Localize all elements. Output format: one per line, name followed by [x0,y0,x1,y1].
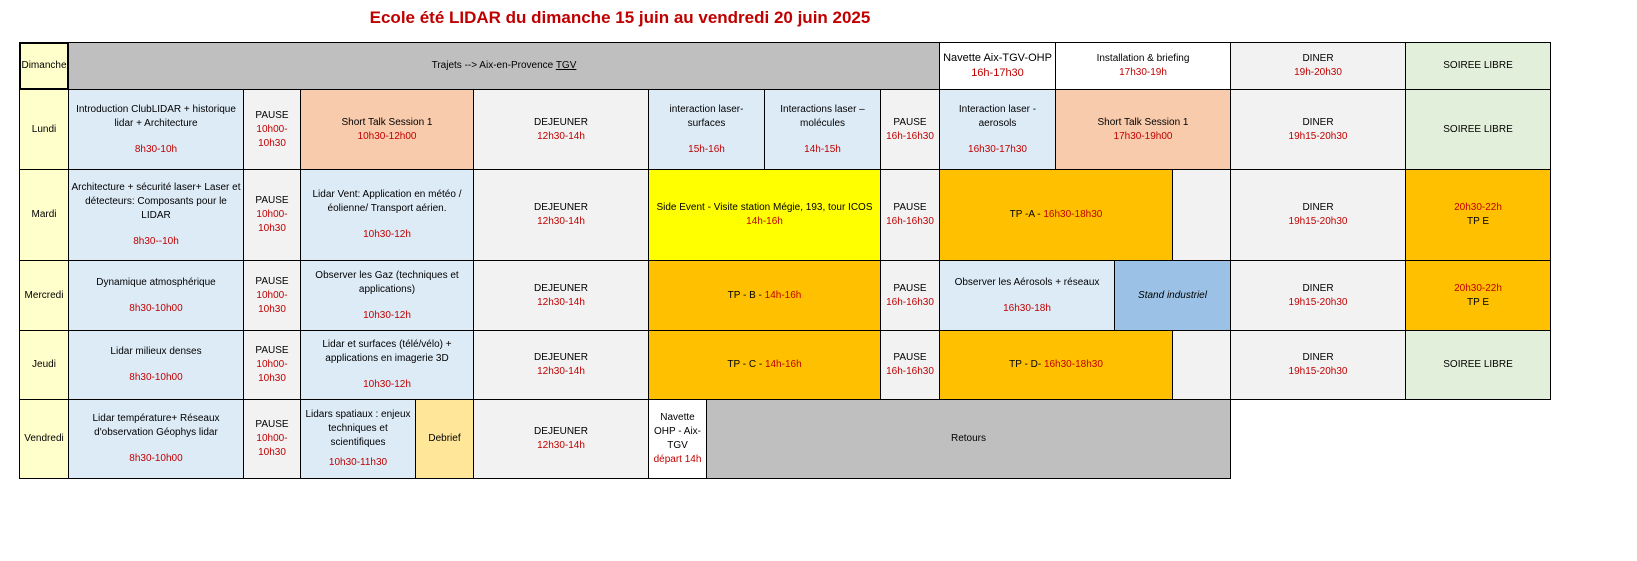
mercredi-pause [243,260,301,331]
dimanche-installation [1055,42,1231,90]
mercredi-evening-tp-e [1405,260,1551,331]
tp-time: 14h-16h [764,289,802,301]
pause-time-end: 10h30 [258,373,286,384]
stand-label: Stand industriel [1138,289,1207,301]
tp-label: TP - D- [1009,359,1044,370]
pause-time: 16h-16h30 [886,366,934,377]
dynamique-label: Dynamique atmosphérique [96,276,216,288]
diner-label: DINER [1302,282,1334,294]
evening-time: 20h30-22h [1454,282,1502,294]
pause-time-end: 10h30 [258,223,286,234]
surfaces-line-2: applications en imagerie 3D [325,353,449,364]
dejeuner-label: DEJEUNER [534,352,588,363]
retours-label: Retours [950,433,986,444]
milieux-label: Lidar milieux denses [110,346,202,357]
navette-line-2: OHP - Aix- [653,426,702,437]
short-talk-label: Short Talk Session 1 [1097,116,1189,128]
pause-time-end: 10h30 [258,303,286,315]
day-mardi [19,169,69,261]
spatiaux-line-2: techniques et [328,423,388,434]
pause-label: PAUSE [255,109,289,121]
lundi-interaction-molecules [764,89,881,170]
page-title: Ecole été LIDAR du dimanche 15 juin au vendredi 20 juin 2025 [369,8,871,27]
lundi-interaction-aerosols [939,89,1056,170]
tp-label: TP - C - [727,359,765,370]
dimanche-trajets [68,42,940,90]
side-event-label: Side Event - Visite station Mégie, 193, tour ICOS [656,202,873,213]
short-talk-time: 17h30-19h00 [1113,130,1173,142]
interaction-surfaces-label: interaction laser-surfaces [669,103,744,129]
dejeuner-label: DEJEUNER [534,426,588,437]
mercredi-dynamique [68,260,244,331]
mardi-architecture [68,169,244,261]
lundi-interaction-surfaces [648,89,765,170]
dimanche-soiree [1405,42,1551,90]
pause-time-end: 10h30 [258,137,286,149]
temperature-time: 8h30-10h00 [129,453,183,464]
lundi-diner [1230,89,1406,170]
jeudi-pause-2 [880,330,940,400]
vendredi-lidars-spatiaux [300,399,416,479]
mercredi-tp-b [648,260,881,331]
soiree-label: SOIREE LIBRE [1443,359,1513,370]
gaz-line-1: Observer les Gaz (techniques et [315,269,459,281]
diner-label: DINER [1302,116,1334,128]
surfaces-line-1: Lidar et surfaces (télé/vélo) + [322,339,452,350]
day-label: Mardi [31,209,57,220]
soiree-label: SOIREE LIBRE [1443,60,1513,71]
vendredi-pause [243,399,301,479]
mardi-pause-2 [880,169,940,261]
vendredi-dejeuner [473,399,649,479]
pause-time-end: 10h30 [258,447,286,458]
pause-label: PAUSE [255,195,289,206]
mardi-diner [1230,169,1406,261]
day-label: Lundi [31,123,57,135]
jeudi-dejeuner [473,330,649,400]
short-talk-label: Short Talk Session 1 [341,116,433,128]
dejeuner-label: DEJEUNER [534,116,588,128]
diner-label: DINER [1302,202,1334,213]
lundi-pause-2 [880,89,940,170]
short-talk-time: 10h30-12h00 [357,130,417,142]
diner-label: DINER [1302,53,1334,64]
spatiaux-line-1: Lidars spatiaux : enjeux [305,409,411,420]
intro-line-1: Introduction ClubLIDAR + historique [76,103,236,115]
pause-time-start: 10h00- [256,359,288,370]
dejeuner-time: 12h30-14h [537,216,585,227]
mercredi-stand-industriel [1114,260,1231,331]
lundi-intro [68,89,244,170]
spatiaux-time: 10h30-11h30 [328,457,388,468]
navette-label: Navette Aix-TGV-OHP [943,51,1052,64]
pause-time-start: 10h00- [256,123,288,135]
dejeuner-time: 12h30-14h [537,366,585,377]
interaction-aerosols-time: 16h30-17h30 [968,143,1027,155]
installation-label: Installation & briefing [1096,53,1190,64]
mercredi-gaz [300,260,474,331]
soiree-label: SOIREE LIBRE [1443,123,1513,135]
tp-label: TP - B - [727,289,765,301]
vendredi-navette [648,399,707,479]
diner-time: 19h-20h30 [1294,67,1342,78]
day-jeudi [19,330,69,400]
interaction-molecules-line-2: molécules [799,117,846,129]
vendredi-temperature [68,399,244,479]
tp-time: 16h30-18h30 [1043,209,1103,220]
pause-time: 16h-16h30 [886,216,934,227]
jeudi-milieux-denses [68,330,244,400]
architecture-line-2: détecteurs: Composants pour le LIDAR [85,196,227,221]
day-lundi [19,89,69,170]
tp-time: 14h-16h [764,359,802,370]
evening-label: TP E [1466,216,1490,227]
navette-time: 16h-17h30 [971,67,1024,79]
tp-a-text [1010,208,1103,222]
intro-line-2: lidar + Architecture [114,117,198,129]
dynamique-time: 8h30-10h00 [129,302,183,314]
temperature-line-1: Lidar température+ Réseaux [92,413,220,424]
aerosols-time: 16h30-18h [1003,302,1051,314]
installation-time: 17h30-19h [1119,67,1167,78]
jeudi-empty [1172,330,1231,400]
pause-label: PAUSE [255,419,289,430]
lundi-dejeuner [473,89,649,170]
lundi-short-talk [300,89,474,170]
diner-label: DINER [1302,352,1334,363]
architecture-time: 8h30--10h [133,236,179,247]
dejeuner-time: 12h30-14h [537,296,585,308]
pause-time-start: 10h00- [256,433,288,444]
pause-time: 16h-16h30 [886,130,934,142]
diner-time: 19h15-20h30 [1288,130,1348,142]
trajets-tgv-link: TGV [555,60,577,71]
diner-time: 19h15-20h30 [1288,296,1348,308]
day-dimanche [19,42,69,90]
pause-label: PAUSE [893,202,927,213]
mardi-pause [243,169,301,261]
interaction-molecules-line-1: Interactions laser – [780,103,865,115]
day-label: Vendredi [24,433,64,444]
side-event-time: 14h-16h [746,216,783,227]
lidar-vent-time: 10h30-12h [363,229,411,240]
gaz-line-2: applications) [358,283,416,295]
architecture-line-1: Architecture + sécurité laser+ Laser et [71,182,241,193]
mardi-evening-tp-e [1405,169,1551,261]
diner-time: 19h15-20h30 [1288,366,1348,377]
dejeuner-time: 12h30-14h [537,440,585,451]
pause-time-start: 10h00- [256,209,288,220]
jeudi-tp-d [939,330,1173,400]
lundi-soiree [1405,89,1551,170]
pause-label: PAUSE [893,282,927,294]
jeudi-surfaces [300,330,474,400]
jeudi-diner [1230,330,1406,400]
tp-b-text [728,289,802,303]
dejeuner-label: DEJEUNER [534,202,588,213]
mardi-tp-a [939,169,1173,261]
pause-time: 16h-16h30 [886,296,934,308]
milieux-time: 8h30-10h00 [129,372,183,383]
pause-label: PAUSE [255,275,289,287]
evening-time: 20h30-22h [1454,202,1502,213]
mardi-empty [1172,169,1231,261]
pause-label: PAUSE [893,116,927,128]
mercredi-dejeuner [473,260,649,331]
lundi-pause [243,89,301,170]
dejeuner-time: 12h30-14h [537,130,585,142]
surfaces-time: 10h30-12h [363,379,411,390]
gaz-time: 10h30-12h [363,309,411,321]
mercredi-diner [1230,260,1406,331]
tp-d-text [1009,358,1103,372]
debrief-label: Debrief [428,433,461,444]
mercredi-aerosols [939,260,1115,331]
jeudi-soiree [1405,330,1551,400]
day-vendredi [19,399,69,479]
tp-c-text [727,358,801,372]
lidar-vent-line-1: Lidar Vent: Application en météo / [312,189,462,200]
navette-line-1: Navette [660,412,695,423]
dimanche-diner [1230,42,1406,90]
pause-time-start: 10h00- [256,289,288,301]
interaction-molecules-time: 14h-15h [804,143,841,155]
lidar-vent-line-2: éolienne/ Transport aérien. [327,203,447,214]
trajets-text [432,59,577,73]
dimanche-navette [939,42,1056,90]
mercredi-pause-2 [880,260,940,331]
intro-time: 8h30-10h [134,143,178,155]
pause-label: PAUSE [255,345,289,356]
pause-label: PAUSE [893,352,927,363]
tp-label: TP -A - [1009,209,1044,220]
interaction-aerosols-line-1: Interaction laser - [958,103,1037,115]
aerosols-label: Observer les Aérosols + réseaux [954,276,1100,288]
day-label: Jeudi [32,359,56,370]
lundi-short-talk-2 [1055,89,1231,170]
mardi-side-event [648,169,881,261]
day-mercredi [19,260,69,331]
evening-label: TP E [1466,296,1490,308]
vendredi-debrief [415,399,474,479]
mardi-lidar-vent [300,169,474,261]
jeudi-pause [243,330,301,400]
interaction-aerosols-line-2: aerosols [978,117,1017,129]
navette-time: départ 14h [653,454,702,465]
spatiaux-line-3: scientifiques [330,437,386,448]
day-label: Mercredi [24,289,64,301]
dejeuner-label: DEJEUNER [534,282,588,294]
trajets-prefix: Trajets --> Aix-en-Provence [431,60,556,71]
diner-time: 19h15-20h30 [1288,216,1348,227]
navette-line-3: TGV [667,440,688,451]
vendredi-retours [706,399,1231,479]
tp-time: 16h30-18h30 [1043,359,1103,370]
day-label: Dimanche [21,60,67,71]
interaction-surfaces-time: 15h-16h [688,143,725,155]
temperature-line-2: d'observation Géophys lidar [94,427,218,438]
mardi-dejeuner [473,169,649,261]
jeudi-tp-c [648,330,881,400]
